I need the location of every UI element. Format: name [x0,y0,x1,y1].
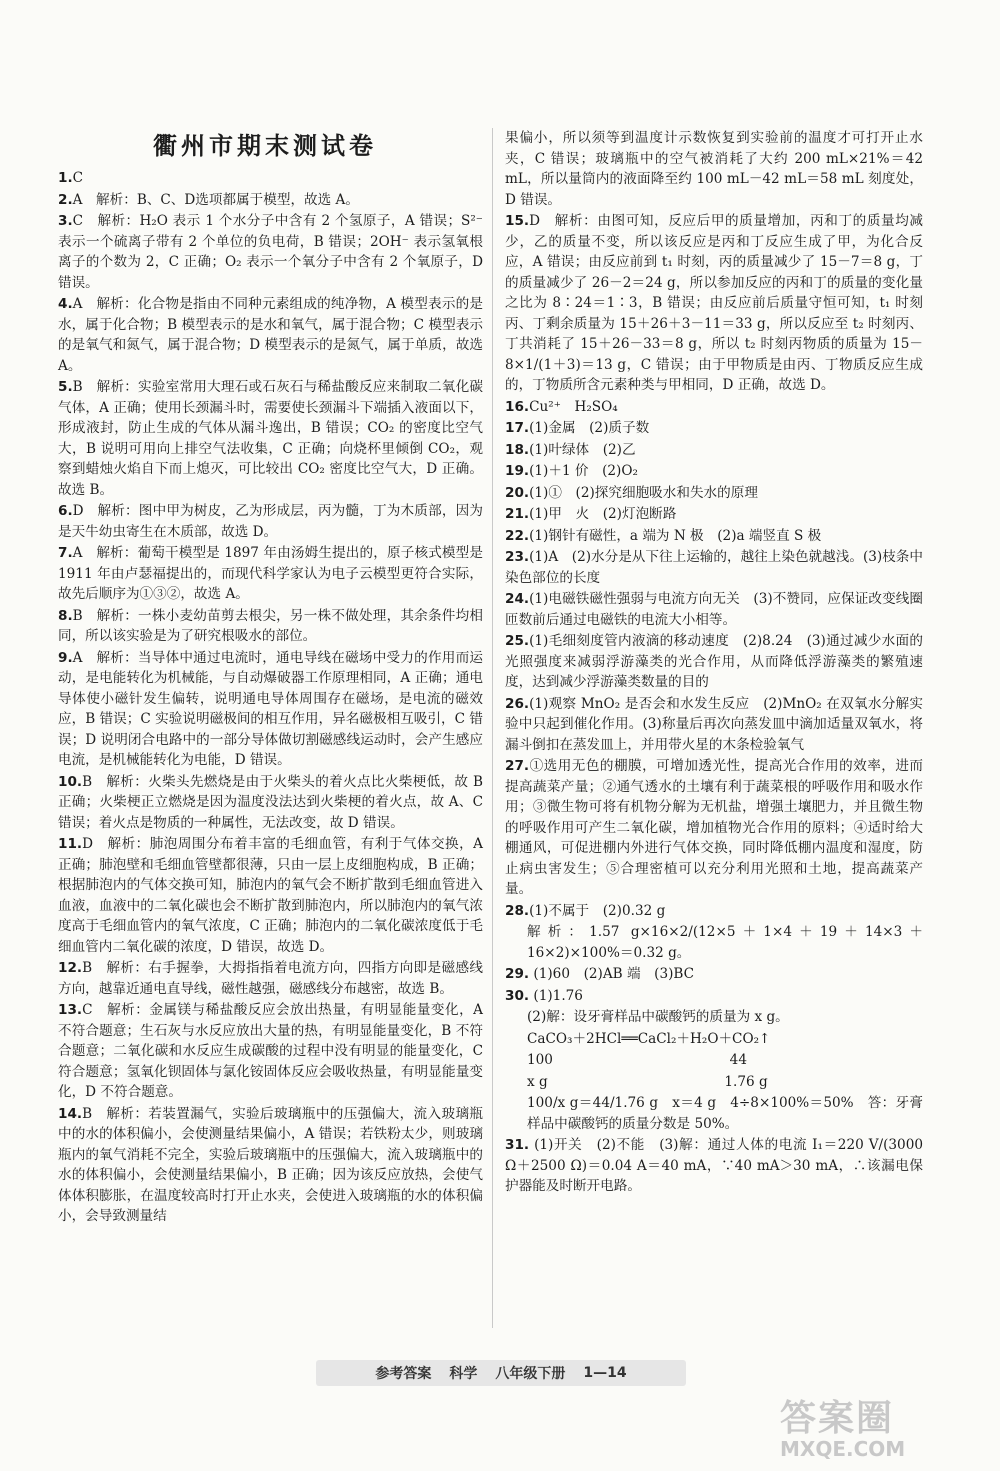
explanation-text: 解析：金属镁与稀盐酸反应会放出热量，有明显能量变化，A 不符合题意；生石灰与水反应放出大量的热，有明显能量变化，B 不符合题意；二氧化碳和水反应生成碳酸的过程中没有明显的能量变化，C 符合题意；氢氧化钡固体与氯化铵固体反应会吸收热量，有明显能量变化，D 不符合题意。 [58,1002,483,1100]
question-number: 7. [58,545,73,561]
explanation-text: 解析：右手握拳，大拇指指着电流方向，四指方向即是磁感线方向，越靠近通电直导线，磁性越强，磁感线分布越密，故选 B。 [58,960,483,997]
footer-page-number: 1—14 [583,1365,627,1381]
answer-choice: A [72,191,83,208]
answer-item [505,504,923,525]
question-number: 19. [505,463,530,479]
answer-item [58,606,483,647]
answer-item [505,589,923,630]
answer-item [58,1104,483,1227]
explanation-text: 解析：H₂O 表示 1 个水分子中含有 2 个氢原子，A 错误；S²⁻ 表示一个硫离子带有 2 个单位的负电荷，B 错误；2OH⁻ 表示氢氧根离子的个数为 2，C 正确；O₂ 表示一个氧分子中含有 2 个氧原子，D 错误。 [58,213,483,291]
column-divider [492,128,493,1328]
answer-choice: (1)＋1 价 (2)O₂ [529,463,638,479]
question-number: 21. [505,506,530,522]
footer-label: 参考答案 [375,1366,432,1382]
answer-text: (1)开关 (2)不能 (3)解：通过人体的电流 I₁＝220 V/(3000 Ω＋2500 Ω)＝0.04 A＝40 mA，∵40 mA＞30 mA，∴该漏电保护器能及时断开电路。 [505,1137,924,1194]
answer-item [505,526,923,547]
answer-choice: B [72,607,83,624]
answer-choice: D [72,503,84,519]
answer-item [58,543,483,605]
question-number: 22. [505,527,530,544]
answer-item [505,418,923,439]
left-column [58,168,483,1228]
question-number: 26. [505,695,530,712]
explanation-text: 解析：实验室常用大理石或石灰石与稀盐酸反应来制取二氧化碳气体，A 正确；使用长颈漏斗时，需要使长颈漏斗下端插入液面以下，形成液封，防止生成的气体从漏斗逸出，B 错误；CO₂ 的密度比空气大，B 说明可用向上排空气法收集，C 正确；向烧杯里倾倒 CO₂，观察到蜡烛火焰自下而上熄灭，可比较出 CO₂ 密度比空气大，D 正确。故选 B。 [58,379,483,498]
explanation-text: 解析：葡萄干模型是 1897 年由汤姆生提出的，原子核式模型是 1911 年由卢瑟福提出的，而现代科学家认为电子云模型更符合实际，故先后顺序为①③②，故选 A。 [58,545,483,602]
answer-item [505,461,923,482]
explanation-text: 解析：图中甲为树皮，乙为形成层，丙为髓，丁为木质部，因为是天牛幼虫寄生在木质部，故选 D。 [58,503,483,540]
answer-item [505,211,923,396]
question-number: 28. [505,902,530,919]
answer-item [505,901,923,922]
answer-choice: (1)毛细刻度管内液滴的移动速度 (2)8.24 (3)通过减少水面的光照强度来减弱浮游藻类的光合作用，从而降低浮游藻类的繁殖速度，达到减少浮游藻类数量的目的 [505,633,923,690]
answer-choice: (1)观察 MnO₂ 是否会和水发生反应 (2)MnO₂ 在双氧水分解实验中只起到催化作用。(3)称量后再次向蒸发皿中滴加适量双氧水，将漏斗倒扣在蒸发皿上，并用带火星的木条检验氧气 [505,695,923,753]
answer-item [58,1000,483,1103]
question-number: 2. [58,191,73,208]
question-number: 30. [505,987,530,1004]
page-title: 衢州市期末测试卷 [153,132,377,160]
answer-choice: (1)金属 (2)质子数 [529,420,650,436]
answer-item [58,168,483,189]
q30-line: 100 44 [527,1052,747,1068]
answer-item [58,294,483,376]
answer-item [505,694,923,756]
answer-item [505,986,923,1007]
answer-item [505,440,923,461]
answer-item [58,190,483,211]
explanation-text: 解析：化合物是指由不同种元素组成的纯净物，A 模型表示的是水，属于化合物；B 模型表示的是水和氧气，属于混合物；C 模型表示的是氧气和氮气，属于混合物；D 模型表示的是氮气，属于单质，故选 A。 [58,296,483,374]
right-column [505,128,923,1198]
answer-item [505,631,923,693]
answer-choice: B [82,1105,93,1122]
answer-choice: (1)甲 火 (2)灯泡断路 [529,506,677,522]
q28-solution: 解析：1.57 g×16×2/(12×5＋1×4＋19＋14×3＋16×2)×100%＝0.32 g。 [527,924,923,961]
question-number: 6. [58,503,73,519]
question-number: 15. [505,213,530,229]
question-number: 10. [58,773,83,790]
explanation-text: 解析：火柴头先燃烧是由于火柴头的着火点比火柴梗低，故 B 正确；火柴梗正立燃烧是因为温度没法达到火柴梗的着火点，故 A、C 错误；着火点是物质的一种属性，无法改变，故 D 错误。 [58,773,483,831]
answer-item [58,377,483,500]
answer-item [505,483,923,504]
footer-subject: 科学 [449,1366,478,1382]
answer-item [58,834,483,957]
answer-item [58,211,483,293]
watermark-logo [780,1390,980,1460]
answer-item [58,648,483,771]
answer-choice: C [72,170,84,186]
explanation-text: 解析：当导体中通过电流时，通电导线在磁场中受力的作用而运动，是电能转化为机械能，与自动爆破器工作原理相同，A 正确；通电导体使小磁针发生偏转，说明通电导体周围存在磁场，是电流的磁效应，B 错误；C 实验说明磁极间的相互作用，异名磁极相互吸引，C 错误；D 说明闭合电路中的一部分导体做切割磁感线运动时，会产生感应电流，是机械能转化为电能，D 错误。 [58,649,483,768]
question-number: 4. [58,296,73,312]
explanation-text: 解析：由图可知，反应后甲的质量增加，丙和丁的质量均减少，乙的质量不变，所以该反应是丙和丁反应生成了甲，为化合反应，A 错误；由反应前到 t₁ 时刻，丙的质量减少了 15－7＝8 g，丁的质量减少了 26－2＝24 g，所以参加反应的丙和丁的质量的变化量之比为 8∶24＝1∶3，B 错误；由反应前后质量守恒可知，t₁ 时刻丙、丁剩余质量为 15＋26＋3－11＝33 g，所以反应至 t₂ 时刻丙、丁共消耗了 15＋26－33＝8 g，所以 t₂ 时刻丙物质的质量为 15－8×1/(1＋3)＝13 g，C 错误；由于甲物质是由丙、丁物质反应生成的，丁物质所含元素种类与甲相同，D 正确，故选 D。 [505,213,923,393]
watermark-url: MXQE.COM [780,1437,906,1461]
question-number: 20. [505,484,530,501]
answer-choice: B [82,773,93,790]
answer-choice: ①选用无色的棚膜，可增加透光性，提高光合作用的效率，进而提高蔬菜产量；②通气透水的土壤有利于蔬菜根的呼吸作用和吸水作用；③微生物可将有机物分解为无机盐，增强土壤肥力，并且微生物的呼吸作用可产生二氧化碳，增加植物光合作用的原料；④适时给大棚通风，可促进棚内外进行气体交换，同时降低棚内温度和湿度，防止病虫害发生；⑤合理密植可以充分利用光照和土地，提高蔬菜产量。 [505,758,923,897]
answer-choice: D [82,836,93,852]
answer-choice: B [72,379,83,395]
question-number: 13. [58,1002,83,1018]
page-footer [316,1360,686,1386]
question-number: 24. [505,591,530,607]
question-number: 27. [505,758,530,774]
question-number: 5. [58,379,73,395]
explanation-text: 解析：若装置漏气，实验后玻璃瓶中的压强偏大，流入玻璃瓶中的水的体积偏小，会使测量结果偏小，A 错误；若铁粉太少，则玻璃瓶内的氧气消耗不完全，实验后玻璃瓶中的压强偏大，流入玻璃瓶中的水的体积偏小，会使测量结果偏小，B 正确；因为该反应放热，会使气体体积膨胀，在温度较高时打开止水夹，会使进入玻璃瓶的水的体积偏小，会导致测量结 [58,1105,483,1224]
watermark-text: 答案圈 [780,1398,895,1439]
q30-line: x g 1.76 g [527,1073,768,1090]
answer-choice: (1)电磁铁磁性强弱与电流方向无关 (3)不赞同，应保证改变线圈匝数前后通过电磁铁的电流大小相等。 [505,591,923,628]
explanation-text: 解析：B、C、D选项都属于模型，故选 A。 [82,191,359,208]
q30-line: (2)解：设牙膏样品中碳酸钙的质量为 x g。 [527,1009,789,1025]
answer-choice: A [72,545,83,561]
right-answer-list [505,211,923,921]
answer-item [505,964,923,985]
answer-choice: (1)叶绿体 (2)乙 [529,441,636,458]
question-number: 23. [505,549,530,565]
question-number: 1. [58,170,73,186]
q30-line: 100/x g＝44/1.76 g x＝4 g 4÷8×100%＝50% 答：牙膏样品中碳酸钙的质量分数是 50%。 [527,1095,923,1132]
question-number: 11. [58,836,83,852]
question-number: 17. [505,420,530,436]
question-number: 9. [58,649,73,666]
question-number: 25. [505,633,530,649]
answer-item [505,1135,923,1197]
answer-item [58,772,483,834]
answer-choice: C [72,213,84,229]
answer-text: (1)60 (2)AB 端 (3)BC [533,966,695,982]
question-number: 31. [505,1137,530,1153]
answer-item [505,547,923,588]
answer-choice: A [72,296,83,312]
explanation-text: 解析：一株小麦幼苗剪去根尖，另一株不做处理，其余条件均相同，所以该实验是为了研究根吸水的部位。 [58,607,483,644]
question-number: 8. [58,607,73,624]
answer-choice: B [82,960,93,976]
q30-equation: CaCO₃＋2HCl══CaCl₂＋H₂O＋CO₂↑ [527,1030,771,1047]
q14-continuation: 果偏小，所以须等到温度计示数恢复到实验前的温度才可打开止水夹，C 错误；玻璃瓶中的空气被消耗了大约 200 mL×21%＝42 mL，所以量筒内的液面降至约 100 mL－42 mL＝58 mL 刻度处，D 错误。 [505,130,923,208]
answer-choice: (1)A (2)水分是从下往上运输的，越往上染色就越浅。(3)枝条中染色部位的长度 [505,549,923,586]
answer-choice: (1)不属于 (2)0.32 g [529,902,666,919]
question-number: 3. [58,213,73,229]
answer-text: (1)1.76 [533,987,583,1004]
answer-item [58,501,483,542]
answer-item [505,397,923,418]
answer-choice: C [82,1002,93,1018]
answer-choice: Cu²⁺ H₂SO₄ [529,398,618,415]
answer-item [505,756,923,900]
question-number: 16. [505,398,530,415]
explanation-text: 解析：肺泡周围分布着丰富的毛细血管，有利于气体交换，A 正确；肺泡壁和毛细血管壁都很薄，只由一层上皮细胞构成，B 正确；根据肺泡内的气体交换可知，肺泡内的氧气会不断扩散到毛细血管进入血液，血液中的二氧化碳也会不断扩散到肺泡内，所以肺泡内的氧气浓度高于毛细血管内的氧气浓度，C 正确；肺泡内的二氧化碳浓度低于毛细血管内二氧化碳的浓度，D 错误，故选 D。 [58,836,483,955]
question-number: 12. [58,960,83,976]
footer-grade: 八年级下册 [495,1366,566,1382]
question-number: 14. [58,1105,83,1122]
question-number: 18. [505,441,530,458]
answer-choice: D [529,213,540,229]
answer-choice: (1)① (2)探究细胞吸水和失水的原理 [529,484,758,501]
answer-item [58,958,483,999]
answer-choice: (1)钢针有磁性，a 端为 N 极 (2)a 端竖直 S 极 [529,527,822,544]
answer-choice: A [72,649,83,666]
question-number: 29. [505,966,530,982]
